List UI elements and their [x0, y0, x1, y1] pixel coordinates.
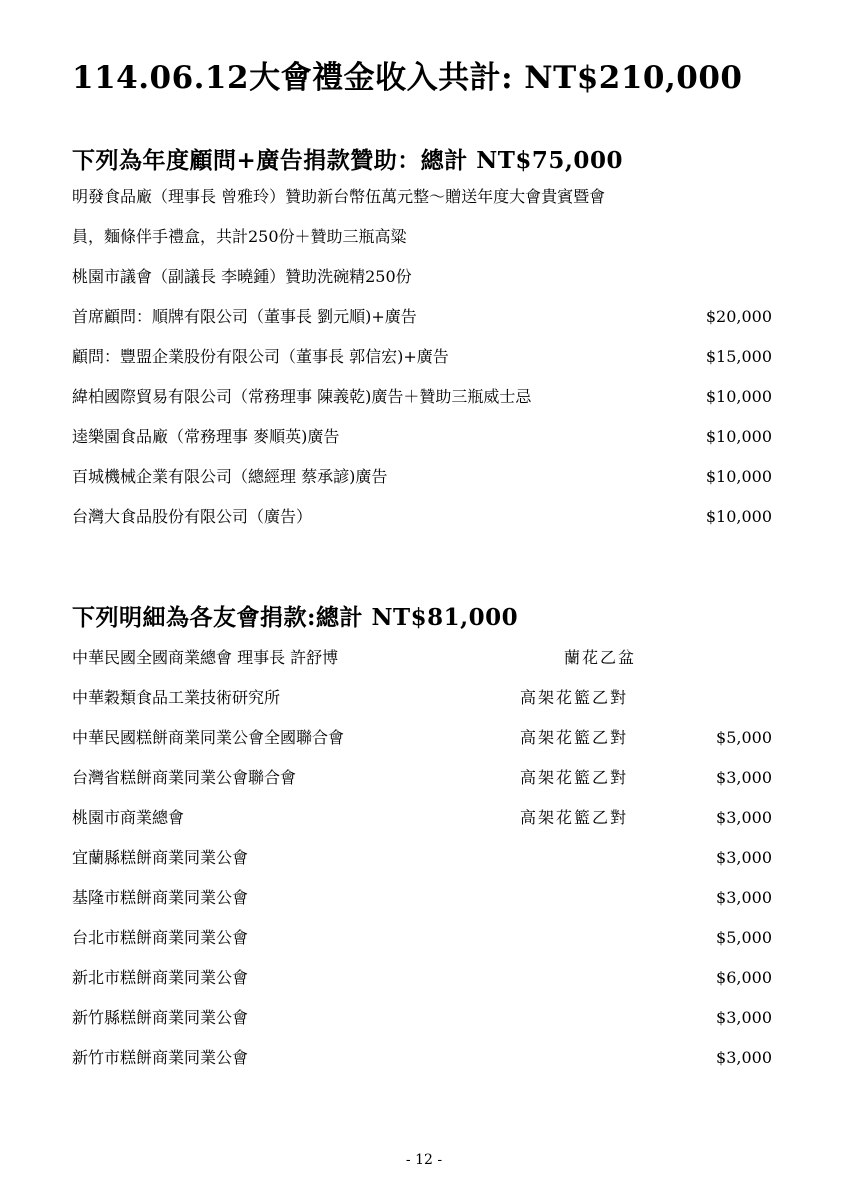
donation-amount: $3,000	[716, 1008, 772, 1027]
sponsor-row	[72, 303, 772, 331]
gift-item: 蘭花乙盆	[564, 648, 637, 667]
section-1-title: 下列為年度顧問+廣告捐款贊助：總計 NT$75,000	[72, 147, 623, 174]
sponsor-name: 顧問：豐盟企業股份有限公司（董事長 郭信宏)+廣告	[72, 347, 449, 366]
donor-name: 台灣省糕餅商業同業公會聯合會	[72, 768, 297, 787]
donation-row	[72, 724, 772, 752]
sponsor-amount: $10,000	[705, 427, 772, 446]
donor-name: 新竹縣糕餅商業同業公會	[72, 1008, 249, 1027]
sponsor-row	[72, 423, 772, 451]
gift-item: 高架花籃乙對	[520, 768, 629, 787]
sponsor-row	[72, 503, 772, 531]
donation-row	[72, 964, 772, 992]
page-number: - 12 -	[405, 1152, 443, 1168]
donation-row	[72, 844, 772, 872]
donation-row	[72, 644, 772, 672]
sponsor-row	[72, 463, 772, 491]
donation-row	[72, 884, 772, 912]
sponsor-amount: $10,000	[705, 387, 772, 406]
donor-name: 中華民國全國商業總會 理事長 許舒博	[72, 648, 339, 667]
donor-name: 桃園市商業總會	[72, 808, 185, 827]
sponsor-amount: $10,000	[705, 507, 772, 526]
donation-amount: $5,000	[716, 728, 772, 747]
donor-name: 基隆市糕餅商業同業公會	[72, 888, 249, 907]
sponsor-amount: $15,000	[705, 347, 772, 366]
sponsor-note-line: 明發食品廠（理事長 曾雅玲）贊助新台幣伍萬元整～贈送年度大會貴賓暨會	[72, 187, 606, 206]
sponsor-name: 緯柏國際貿易有限公司（常務理事 陳義乾)廣告＋贊助三瓶威士忌	[72, 387, 532, 406]
gift-item: 高架花籃乙對	[520, 808, 629, 827]
donation-row	[72, 684, 772, 712]
gift-item: 高架花籃乙對	[520, 688, 629, 707]
donation-amount: $6,000	[716, 968, 772, 987]
donation-amount: $3,000	[716, 768, 772, 787]
donation-row	[72, 764, 772, 792]
donation-amount: $3,000	[716, 848, 772, 867]
sponsor-amount: $10,000	[705, 467, 772, 486]
donation-amount: $3,000	[716, 888, 772, 907]
sponsor-name: 台灣大食品股份有限公司（廣告）	[72, 507, 313, 526]
gift-item: 高架花籃乙對	[520, 728, 629, 747]
donor-name: 中華穀類食品工業技術研究所	[72, 688, 281, 707]
donation-amount: $3,000	[716, 1048, 772, 1067]
sponsor-name: 逵樂園食品廠（常務理事 麥順英)廣告	[72, 427, 340, 446]
sponsor-row	[72, 383, 772, 411]
sponsor-note-line: 桃園市議會（副議長 李曉鍾）贊助洗碗精250份	[72, 267, 412, 286]
donor-name: 新竹市糕餅商業同業公會	[72, 1048, 249, 1067]
donor-name: 台北市糕餅商業同業公會	[72, 928, 249, 947]
donation-row	[72, 804, 772, 832]
donor-name: 宜蘭縣糕餅商業同業公會	[72, 848, 249, 867]
sponsor-name: 百城機械企業有限公司（總經理 蔡承諺)廣告	[72, 467, 388, 486]
donor-name: 中華民國糕餅商業同業公會全國聯合會	[72, 728, 345, 747]
donation-amount: $5,000	[716, 928, 772, 947]
sponsor-name: 首席顧問：順牌有限公司（董事長 劉元順)+廣告	[72, 307, 417, 326]
donation-amount: $3,000	[716, 808, 772, 827]
sponsor-note-line: 員，麵條伴手禮盒，共計250份＋贊助三瓶高粱	[72, 227, 407, 246]
page-title: 114.06.12大會禮金收入共計: NT$210,000	[72, 60, 743, 96]
section-2-title: 下列明細為各友會捐款:總計 NT$81,000	[72, 604, 519, 631]
donor-name: 新北市糕餅商業同業公會	[72, 968, 249, 987]
donation-row	[72, 1004, 772, 1032]
donation-row	[72, 1044, 772, 1072]
sponsor-amount: $20,000	[705, 307, 772, 326]
donation-row	[72, 924, 772, 952]
sponsor-row	[72, 343, 772, 371]
